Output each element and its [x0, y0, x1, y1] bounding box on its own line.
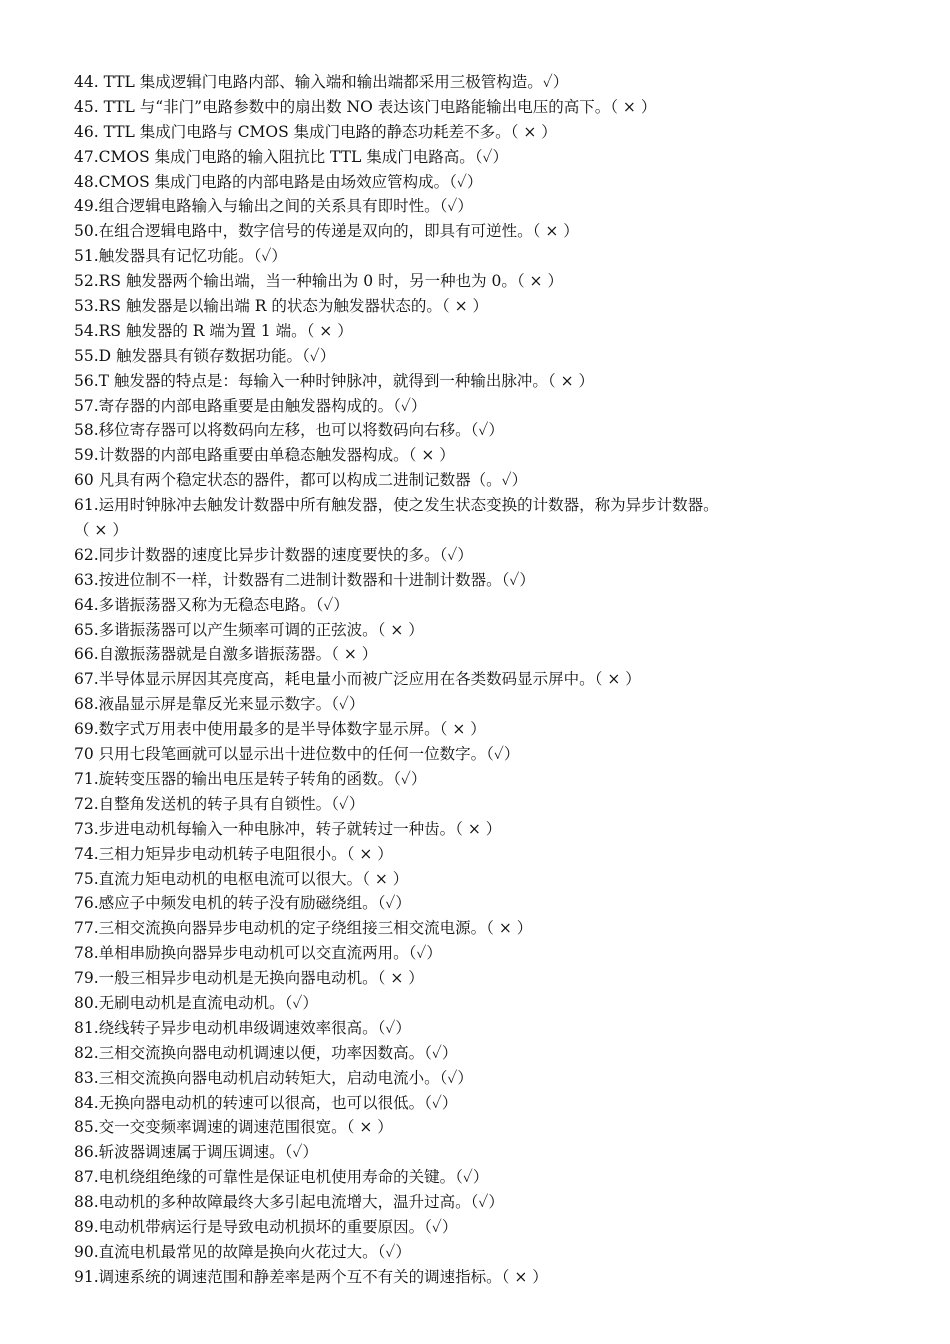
text-line: 53.RS 触发器是以输出端 R 的状态为触发器状态的。（ × ） — [74, 297, 488, 316]
text-line: 70 只用七段笔画就可以显示出十进位数中的任何一位数字。（✓） — [74, 745, 520, 764]
text-line: 59.计数器的内部电路重要由单稳态触发器构成。（ × ） — [74, 446, 455, 465]
text-line: 77.三相交流换向器异步电动机的定子绕组接三相交流电源。（ × ） — [74, 919, 533, 938]
text-line: 79.一般三相异步电动机是无换向器电动机。（ × ） — [74, 969, 424, 988]
text-line: 49.组合逻辑电路输入与输出之间的关系具有即时性。（✓） — [74, 197, 473, 216]
text-line: 75.直流力矩电动机的电枢电流可以很大。（ × ） — [74, 869, 409, 888]
text-line: 54.RS 触发器的 R 端为置 1 端。（ × ） — [74, 321, 353, 340]
text-line: 69.数字式万用表中使用最多的是半导体数字显示屏。（ × ） — [74, 720, 486, 739]
text-line: 66.自激振荡器就是自激多谐振荡器。（ × ） — [74, 645, 378, 664]
text-line: 46. TTL 集成门电路与 CMOS 集成门电路的静态功耗差不多。（ × ） — [74, 122, 557, 141]
text-line: 57.寄存器的内部电路重要是由触发器构成的。（✓） — [74, 396, 427, 415]
text-line: 73.步进电动机每输入一种电脉冲，转子就转过一种齿。（ × ） — [74, 819, 502, 838]
text-line: 71.旋转变压器的输出电压是转子转角的函数。（✓） — [74, 769, 427, 788]
text-line: 87.电机绕组绝缘的可靠性是保证电机使用寿命的关键。（✓） — [74, 1168, 489, 1187]
text-line: 91.调速系统的调速范围和静差率是两个互不有关的调速指标。（ × ） — [74, 1267, 548, 1286]
text-line: 62.同步计数器的速度比异步计数器的速度要快的多。（✓） — [74, 545, 473, 564]
text-line: 51.触发器具有记忆功能。（✓） — [74, 247, 287, 266]
text-line: 90.直流电机最常见的故障是换向火花过大。（✓） — [74, 1242, 411, 1261]
text-line: 52.RS 触发器两个输出端，当一种输出为 0 时，另一种也为 0。（ × ） — [74, 272, 563, 291]
text-line: 45. TTL 与“非门”电路参数中的扇出数 NO 表达该门电路能输出电压的高下。（ × ） — [74, 97, 657, 116]
text-line: 61.运用时钟脉冲去触发计数器中所有触发器，使之发生状态变换的计数器，称为异步计数器。 — [74, 496, 719, 515]
text-line: 84.无换向器电动机的转速可以很高，也可以很低。（✓） — [74, 1093, 458, 1112]
text-line: 60 凡具有两个稳定状态的器件，都可以构成二进制记数器（。✓） — [74, 471, 528, 490]
text-line: 72.自整角发送机的转子具有自锁性。（✓） — [74, 794, 365, 813]
text-line: 82.三相交流换向器电动机调速以便，功率因数高。（✓） — [74, 1043, 458, 1062]
text-line: 55.D 触发器具有锁存数据功能。（✓） — [74, 346, 336, 365]
text-line: 86.斩波器调速属于调压调速。（✓） — [74, 1143, 318, 1162]
text-line: 44. TTL 集成逻辑门电路内部、输入端和输出端都采用三极管构造。✓） — [74, 73, 569, 91]
text-line: 50.在组合逻辑电路中，数字信号的传递是双向的，即具有可逆性。（ × ） — [74, 222, 579, 241]
text-line: 76.感应子中频发电机的转子没有励磁绕组。（✓） — [74, 894, 411, 913]
text-line: 56.T 触发器的特点是：每输入一种时钟脉冲，就得到一种输出脉冲。（ × ） — [74, 371, 595, 390]
text-line: 88.电动机的多种故障最终大多引起电流增大，温升过高。（✓） — [74, 1193, 504, 1212]
text-line: 89.电动机带病运行是导致电动机损坏的重要原因。（✓） — [74, 1217, 458, 1236]
text-line: 68.液晶显示屏是靠反光来显示数字。（✓） — [74, 695, 365, 714]
text-line: 58.移位寄存器可以将数码向左移，也可以将数码向右移。（✓） — [74, 421, 504, 440]
text-line: 78.单相串励换向器异步电动机可以交直流两用。（✓） — [74, 944, 442, 963]
text-line: 67.半导体显示屏因其亮度高，耗电量小而被广泛应用在各类数码显示屏中。（ × ） — [74, 670, 641, 689]
text-line: 47.CMOS 集成门电路的输入阻抗比 TTL 集成门电路高。（✓） — [74, 147, 508, 166]
text-line: 85.交一交变频率调速的调速范围很宽。（ × ） — [74, 1118, 393, 1137]
text-line: 48.CMOS 集成门电路的内部电路是由场效应管构成。（✓） — [74, 172, 483, 191]
document-body — [74, 70, 884, 1290]
text-line: 74.三相力矩异步电动机转子电阻很小。（ × ） — [74, 844, 393, 863]
text-line: 83.三相交流换向器电动机启动转矩大，启动电流小。（✓） — [74, 1068, 473, 1087]
text-line: （ × ） — [74, 521, 128, 540]
text-line: 65.多谐振荡器可以产生频率可调的正弦波。（ × ） — [74, 620, 424, 639]
text-line: 80.无刷电动机是直流电动机。（✓） — [74, 993, 318, 1012]
text-line: 63.按进位制不一样，计数器有二进制计数器和十进制计数器。（✓） — [74, 570, 535, 589]
text-line: 81.绕线转子异步电动机串级调速效率很高。（✓） — [74, 1018, 411, 1037]
text-line: 64.多谐振荡器又称为无稳态电路。（✓） — [74, 595, 349, 614]
